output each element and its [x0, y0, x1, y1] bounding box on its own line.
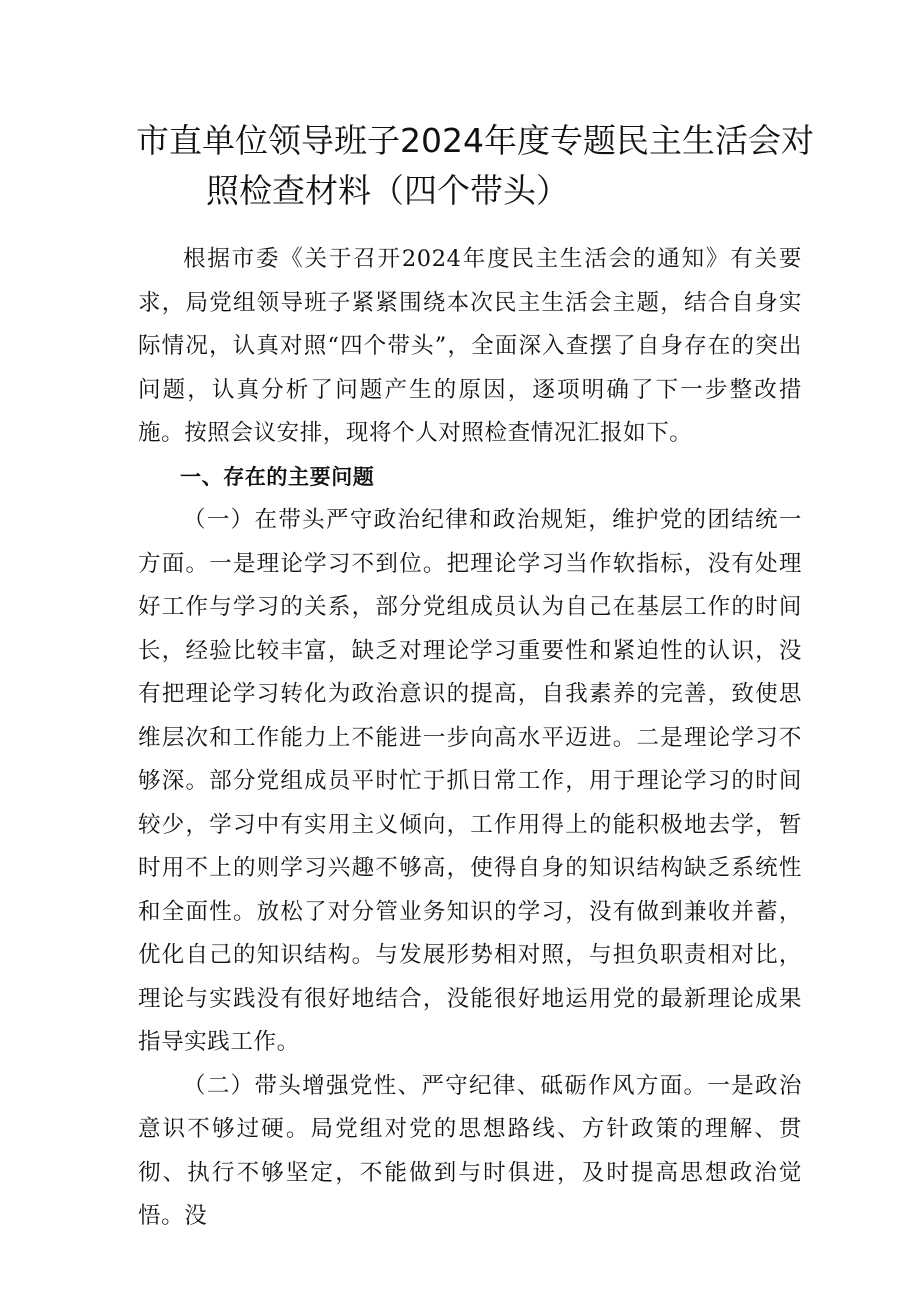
item-paragraph-2: （二）带头增强党性、严守纪律、砥砺作风方面。一是政治意识不够过硬。局党组对党的思想路线、方针政策的理解、贯彻、执行不够坚定，不能做到与时俱进，及时提高思想政治觉悟。没 — [138, 1072, 802, 1229]
section-heading-1: 一、存在的主要问题 — [180, 464, 375, 489]
item-paragraph-1: （一）在带头严守政治纪律和政治规矩，维护党的团结统一方面。一是理论学习不到位。把理论学习当作软指标，没有处理好工作与学习的关系，部分党组成员认为自己在基层工作的时间长，经验比较丰富，缺乏对理论学习重要性和紧迫性的认识，没有把理论学习转化为政治意识的提高，自我素养的完善，致使思维层次和工作能力上不能进一步向高水平迈进。二是理论学习不够深。部分党组成员平时忙于抓日常工作，用于理论学习的时间较少，学习中有实用主义倾向，工作用得上的能积极地去学，暂时用不上的则学习兴趣不够高，使得自身的知识结构缺乏系统性和全面性。放松了对分管业务知识的学习，没有做到兼收并蓄，优化自己的知识结构。与发展形势相对照，与担负职责相对比，理论与实践没有很好地结合，没能很好地运用党的最新理论成果指导实践工作。 — [138, 507, 802, 1055]
document-title — [110, 116, 814, 216]
document-body — [138, 238, 802, 1239]
title-line-1: 市直单位领导班子2024年度专题民主生活会对 — [136, 121, 814, 160]
title-line-2: 照检查材料（四个带头） — [206, 171, 569, 210]
intro-paragraph: 根据市委《关于召开2024年度民主生活会的通知》有关要求，局党组领导班子紧紧围绕本次民主生活会主题，结合自身实际情况，认真对照“四个带头”，全面深入查摆了自身存在的突出问题，认真分析了问题产生的原因，逐项明确了下一步整改措施。按照会议安排，现将个人对照检查情况汇报如下。 — [138, 246, 802, 446]
